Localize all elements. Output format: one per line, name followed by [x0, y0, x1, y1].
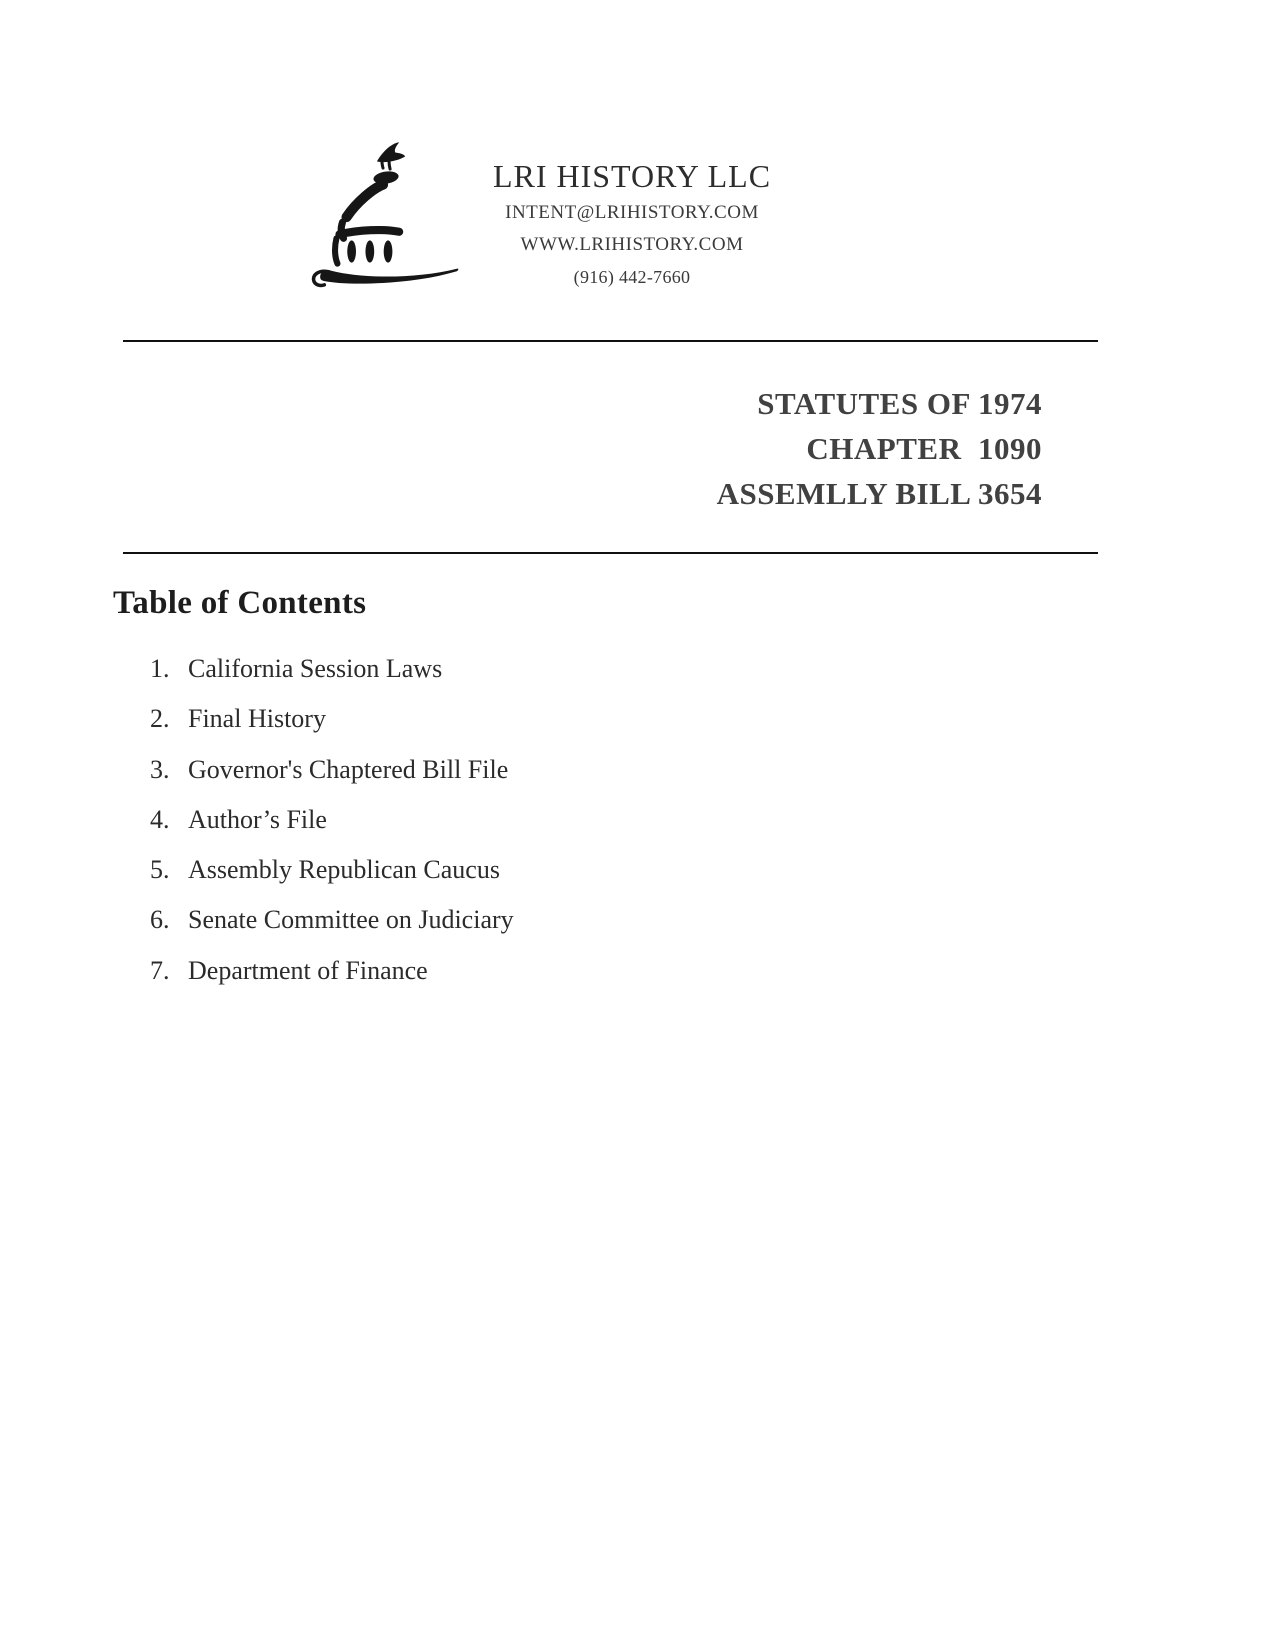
chapter-line: CHAPTER 1090 — [806, 431, 1042, 466]
toc-item-governors-chaptered-bill-file — [150, 753, 514, 803]
toc-item-department-of-finance — [150, 954, 514, 1004]
toc-item-senate-committee-on-judiciary — [150, 903, 514, 953]
toc-item-number: 5. — [150, 855, 170, 885]
toc-item-label: Final History — [188, 704, 326, 734]
toc-item-authors-file — [150, 803, 514, 853]
statutes-line: STATUTES OF 1974 — [757, 386, 1042, 421]
horizontal-rule-top — [123, 340, 1098, 342]
bill-reference-block — [717, 381, 1042, 516]
capitol-dome-sketch-icon — [298, 128, 470, 290]
toc-item-number: 2. — [150, 704, 170, 734]
toc-item-number: 3. — [150, 754, 170, 784]
company-email: INTENT@LRIHISTORY.COM — [505, 202, 759, 223]
toc-item-number: 4. — [150, 804, 170, 834]
toc-item-label: California Session Laws — [188, 654, 443, 683]
toc-item-label: Governor's Chaptered Bill File — [188, 754, 509, 784]
toc-item-california-session-laws — [150, 652, 514, 702]
toc-item-number: 7. — [150, 955, 170, 985]
letterhead — [452, 155, 812, 293]
toc-item-label: Senate Committee on Judiciary — [188, 905, 514, 935]
toc-list — [150, 652, 514, 1004]
assembly-bill-line: ASSEMLLY BILL 3654 — [716, 476, 1042, 511]
horizontal-rule-bottom — [123, 552, 1098, 554]
toc-item-label: Assembly Republican Caucus — [188, 855, 500, 885]
toc-item-assembly-republican-caucus — [150, 853, 514, 903]
company-phone: (916) 442-7660 — [573, 267, 691, 287]
company-website: WWW.LRIHISTORY.COM — [520, 234, 744, 255]
toc-item-label: Department of Finance — [188, 955, 428, 985]
toc-title: Table of Contents — [113, 585, 367, 621]
toc-item-number: 1. — [150, 654, 170, 683]
toc-item-label: Author’s File — [188, 804, 327, 834]
toc-item-final-history — [150, 702, 514, 752]
toc-item-number: 6. — [150, 905, 170, 935]
company-name: LRI HISTORY LLC — [492, 158, 772, 194]
